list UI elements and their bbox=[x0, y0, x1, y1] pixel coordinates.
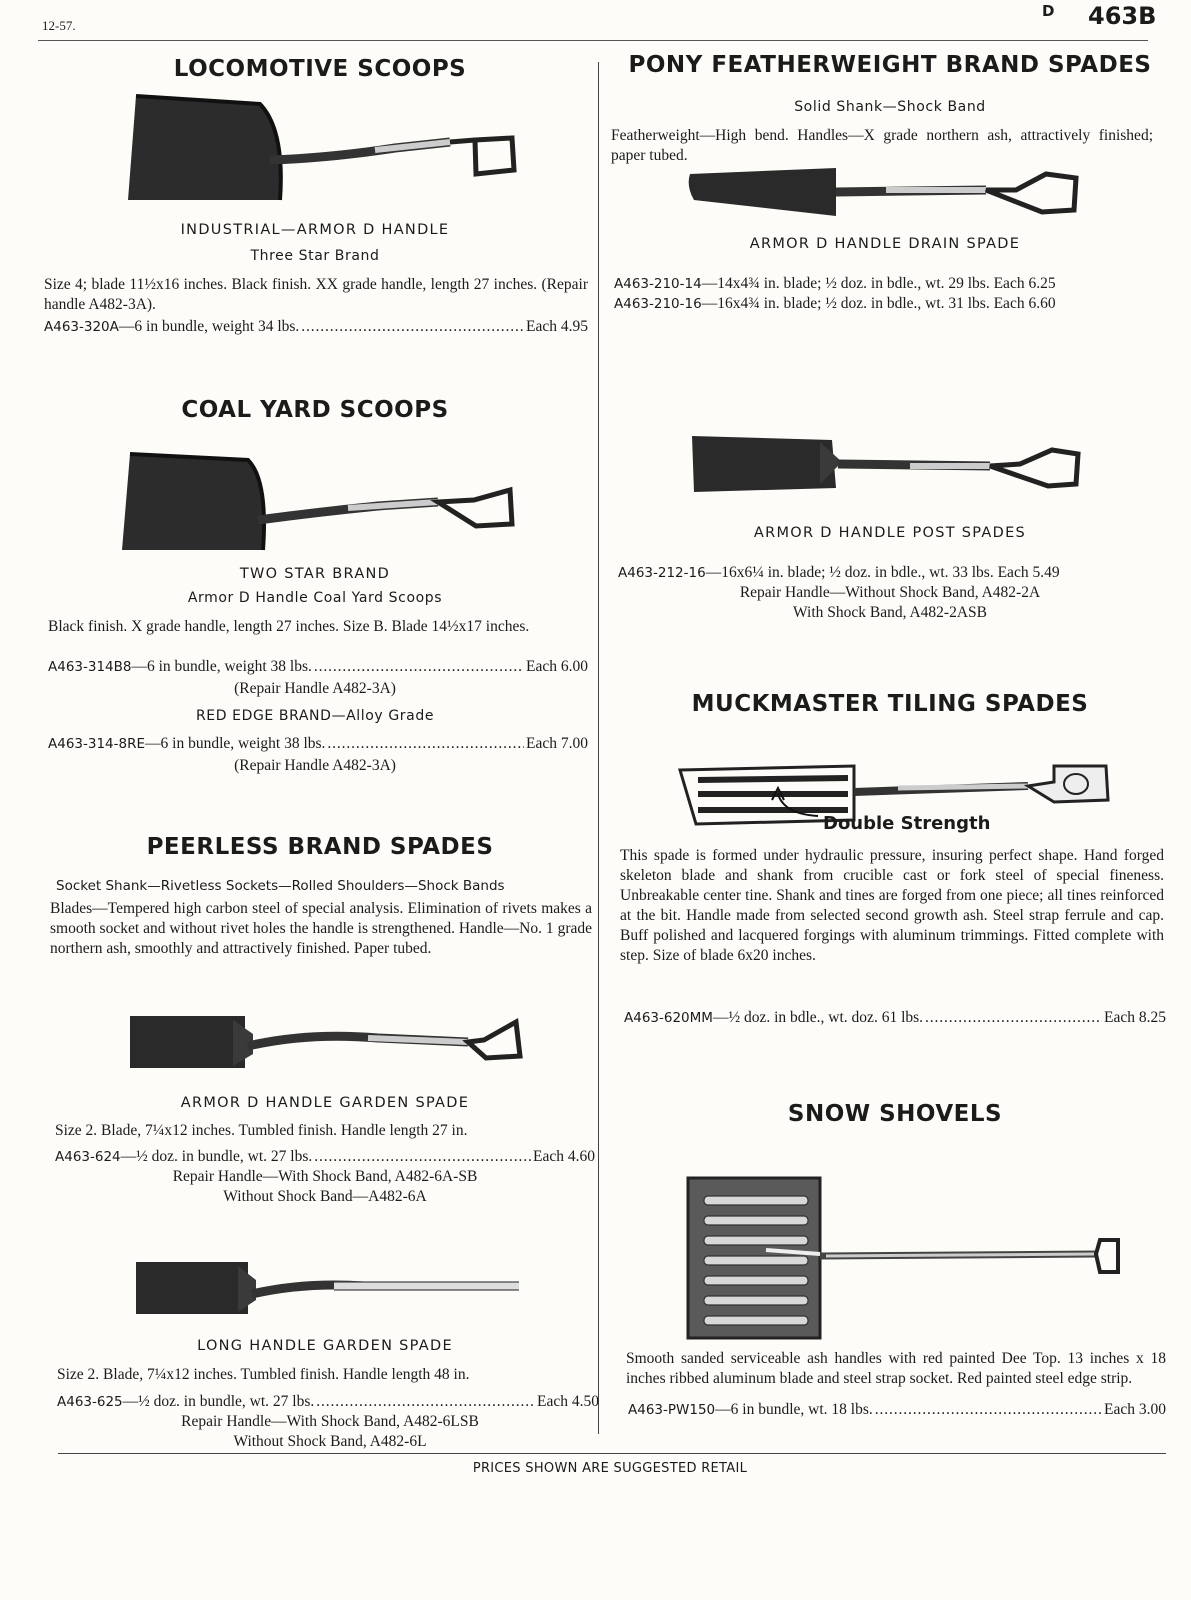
date-code: 12-57. bbox=[42, 18, 76, 33]
snow-item bbox=[628, 1401, 1166, 1419]
item-code: A463-PW150 bbox=[628, 1402, 716, 1418]
long-garden-spade-image bbox=[134, 1260, 534, 1325]
muckmaster-callout: Double Strength bbox=[823, 813, 991, 834]
coalyard-red-edge: RED EDGE BRAND—Alloy Grade bbox=[195, 708, 435, 724]
coalyard-item-1 bbox=[48, 658, 588, 676]
item-code: A463-624 bbox=[55, 1149, 121, 1165]
item-text: —6 in bundle, weight 38 lbs. bbox=[145, 735, 326, 752]
leader-dots bbox=[327, 735, 524, 753]
page-number: 463B bbox=[1088, 2, 1157, 30]
leader-dots bbox=[301, 318, 524, 336]
post-repair-2: With Shock Band, A482-2ASB bbox=[793, 604, 987, 621]
muckmaster-desc: This spade is formed under hydraulic pressure, insuring perfect shape. Hand forged skeleton blade and shank from crucible cast or fork steel of special fineness. Unbreakable center tine. Shank and tines are forged from one piece; all tines reinforced at the bit. Handle made from selected second growth ash. Steel strap ferrule and cap. Buff polished and lacquered forgings with aluminum trimmings. Fitted complete with step. Size of blade 6x20 inches. bbox=[620, 847, 1164, 964]
item-text: —6 in bundle, wt. 18 lbs. bbox=[715, 1401, 873, 1418]
leader-dots bbox=[925, 1009, 1102, 1027]
coalyard-repair-1: (Repair Handle A482-3A) bbox=[234, 680, 396, 697]
drain-spade-image bbox=[686, 164, 1086, 224]
item-price: Each 4.50 bbox=[537, 1393, 599, 1410]
item-text: —16x6¼ in. blade; ½ doz. in bdle., wt. 33 lbs. Each 5.49 bbox=[705, 564, 1060, 581]
item-code: A463-620MM bbox=[624, 1010, 713, 1026]
item-code: A463-625 bbox=[57, 1394, 123, 1410]
long-caption: LONG HANDLE GARDEN SPADE bbox=[197, 1338, 453, 1354]
peerless-title: PEERLESS BRAND SPADES bbox=[146, 834, 494, 860]
locomotive-caption: INDUSTRIAL—ARMOR D HANDLE bbox=[180, 222, 450, 238]
coalyard-subcaption: Armor D Handle Coal Yard Scoops bbox=[187, 590, 443, 606]
peerless-desc: Blades—Tempered high carbon steel of special analysis. Elimination of rivets makes a smooth socket and without rivet holes the handle is strengthened. Handle—No. 1 grade northern ash, smoothly and attractively finished. Paper tubed. bbox=[50, 900, 592, 957]
pony-sub: Solid Shank—Shock Band bbox=[794, 99, 986, 115]
coalyard-title: COAL YARD SCOOPS bbox=[181, 397, 449, 423]
item-text: —14x4¾ in. blade; ½ doz. in bdle., wt. 29 lbs. Each 6.25 bbox=[701, 275, 1056, 292]
locomotive-title: LOCOMOTIVE SCOOPS bbox=[173, 56, 467, 82]
post-caption: ARMOR D HANDLE POST SPADES bbox=[753, 525, 1027, 541]
item-code: A463-210-16 bbox=[614, 296, 702, 312]
item-code: A463-320A bbox=[44, 319, 119, 335]
garden-item bbox=[55, 1148, 595, 1166]
item-code: A463-314B8 bbox=[48, 659, 132, 675]
item-price: Each 6.00 bbox=[526, 658, 588, 675]
coal-scoop-image bbox=[118, 450, 518, 555]
drain-caption: ARMOR D HANDLE DRAIN SPADE bbox=[749, 236, 1021, 252]
drain-item-1 bbox=[614, 275, 1056, 293]
item-price: Each 7.00 bbox=[526, 735, 588, 752]
drain-item-2 bbox=[614, 295, 1056, 313]
item-text: —½ doz. in bundle, wt. 27 lbs. bbox=[122, 1393, 315, 1410]
item-code: A463-314-8RE bbox=[48, 736, 146, 752]
item-price: Each 4.95 bbox=[526, 318, 588, 335]
pony-title: PONY FEATHERWEIGHT BRAND SPADES bbox=[628, 52, 1152, 78]
post-spade-image bbox=[690, 432, 1090, 497]
locomotive-brand: Three Star Brand bbox=[250, 248, 380, 264]
item-code: A463-210-14 bbox=[614, 276, 702, 292]
garden-repair-1: Repair Handle—With Shock Band, A482-6A-SB bbox=[172, 1168, 478, 1185]
coalyard-repair-2: (Repair Handle A482-3A) bbox=[234, 757, 396, 774]
item-text: —6 in bundle, weight 38 lbs. bbox=[131, 658, 312, 675]
item-text: —½ doz. in bundle, wt. 27 lbs. bbox=[120, 1148, 313, 1165]
leader-dots bbox=[875, 1401, 1102, 1419]
item-text: —½ doz. in bdle., wt. doz. 61 lbs. bbox=[712, 1009, 924, 1026]
footer-rule bbox=[58, 1453, 1166, 1454]
item-price: Each 3.00 bbox=[1104, 1401, 1166, 1418]
garden-caption: ARMOR D HANDLE GARDEN SPADE bbox=[180, 1095, 470, 1111]
long-repair-2: Without Shock Band, A482-6L bbox=[233, 1433, 427, 1450]
section-letter: D bbox=[1042, 2, 1055, 20]
snow-desc: Smooth sanded serviceable ash handles with red painted Dee Top. 13 inches x 18 inches ribbed aluminum blade and steel strap socket. Red painted steel edge strip. bbox=[626, 1350, 1166, 1387]
leader-dots bbox=[314, 1148, 531, 1166]
garden-desc: Size 2. Blade, 7¼x12 inches. Tumbled finish. Handle length 27 in. bbox=[55, 1122, 468, 1139]
locomotive-scoop-image bbox=[120, 90, 520, 205]
garden-spade-image bbox=[128, 1012, 528, 1082]
coalyard-caption: TWO STAR BRAND bbox=[239, 566, 391, 582]
item-text: —16x4¾ in. blade; ½ doz. in bdle., wt. 31 lbs. Each 6.60 bbox=[701, 295, 1056, 312]
leader-dots bbox=[314, 658, 524, 676]
footer-note: PRICES SHOWN ARE SUGGESTED RETAIL bbox=[472, 1461, 748, 1476]
column-divider bbox=[598, 62, 599, 1434]
garden-repair-2: Without Shock Band—A482-6A bbox=[223, 1188, 427, 1205]
long-repair-1: Repair Handle—With Shock Band, A482-6LSB bbox=[181, 1413, 479, 1430]
item-price: Each 4.60 bbox=[533, 1148, 595, 1165]
item-code: A463-212-16 bbox=[618, 565, 706, 581]
muckmaster-item bbox=[624, 1009, 1166, 1027]
muckmaster-title: MUCKMASTER TILING SPADES bbox=[691, 691, 1089, 717]
post-repair-1: Repair Handle—Without Shock Band, A482-2A bbox=[739, 584, 1041, 601]
item-text: —6 in bundle, weight 34 lbs. bbox=[118, 318, 300, 335]
leader-dots bbox=[316, 1393, 535, 1411]
coalyard-item-2 bbox=[48, 735, 588, 753]
item-price: Each 8.25 bbox=[1104, 1009, 1166, 1026]
locomotive-item bbox=[44, 318, 588, 336]
locomotive-desc: Size 4; blade 11½x16 inches. Black finish. XX grade handle, length 27 inches. (Repair handle A482-3A). bbox=[44, 276, 588, 313]
coalyard-desc: Black finish. X grade handle, length 27 inches. Size B. Blade 14½x17 inches. bbox=[48, 618, 530, 635]
long-item bbox=[57, 1393, 599, 1411]
long-desc: Size 2. Blade, 7¼x12 inches. Tumbled finish. Handle length 48 in. bbox=[57, 1366, 470, 1383]
snow-title: SNOW SHOVELS bbox=[787, 1101, 1003, 1127]
post-item bbox=[618, 564, 1060, 582]
pony-desc: Featherweight—High bend. Handles—X grade northern ash, attractively finished; paper tubed. bbox=[611, 127, 1153, 164]
peerless-sub: Socket Shank—Rivetless Sockets—Rolled Shoulders—Shock Bands bbox=[56, 878, 505, 894]
snow-shovel-image bbox=[686, 1174, 1126, 1344]
header-rule bbox=[38, 40, 1148, 41]
